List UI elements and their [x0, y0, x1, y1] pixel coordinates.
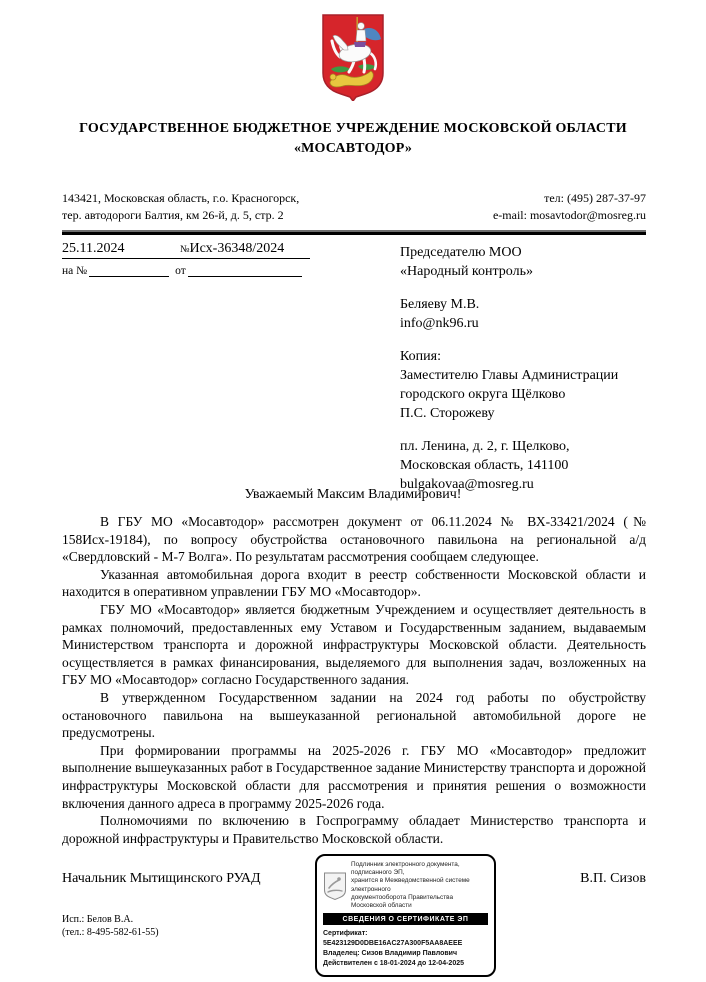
from-label: от	[175, 265, 186, 277]
recipient-person: Беляеву М.В. info@nk96.ru	[400, 295, 660, 333]
org-title-line2: «МОСАВТОДОР»	[293, 141, 413, 156]
signer-position: Начальник Мытищинского РУАД	[62, 871, 261, 886]
org-email: e-mail: mosavtodor@mosreg.ru	[492, 208, 646, 222]
paragraph: При формировании программы на 2025-2026 г. ГБУ МО «Мосавтодор» предложит выполнение вышеуказанных работ в Государственное задание Министерству транспорта и дорожной инфраструктуры Московской области для рассмотрения и принятия решения о возможности включения данного адреса в программу 2025-2026 года.	[62, 742, 646, 811]
certificate-validity: Действителен с 18-01-2024 до 12-04-2025	[323, 960, 464, 968]
executor-phone: (тел.: 8-495-582-61-55)	[62, 926, 159, 938]
reference-block	[62, 241, 362, 277]
in-reply-number-blank	[89, 264, 169, 277]
org-phone-email	[493, 190, 646, 224]
org-postal-address: 143421, Московская область, г.о. Красногорск, тер. автодороги Балтия, км 26-й, д. 5, стр. 2	[62, 191, 300, 222]
stamp-header-text: Подлинник электронного документа, подписанного ЭП, хранится в Межведомственной системе электронного документооборота Правительства Московской области	[351, 861, 470, 910]
paragraph: В ГБУ МО «Мосавтодор» рассмотрен документ от 06.11.2024 № ВХ-33421/2024 (№ 158Исх-19184), по вопросу обустройства остановочного павильона на региональной а/д «Свердловский - М-7 Волга». По результатам рассмотрения сообщаем следующее.	[62, 514, 646, 565]
org-phone: тел: (495) 287-37-97	[544, 191, 646, 205]
in-reply-label: на №	[62, 265, 88, 277]
letter-date: 25.11.2024	[62, 241, 180, 259]
header-divider	[62, 230, 646, 235]
paragraph: Указанная автомобильная дорога входит в реестр собственности Московской области и находится в оперативном управлении ГБУ МО «Мосавтодор».	[62, 566, 646, 600]
certificate-number: Сертификат: 5E423129D0DBE16AC27A300F5AA8AEEE	[323, 930, 463, 948]
paragraph: Полномочиями по включению в Госпрограмму обладает Министерство транспорта и дорожной инфраструктуры и Правительство Московской области.	[62, 813, 646, 846]
org-title-line1: ГОСУДАРСТВЕННОЕ БЮДЖЕТНОЕ УЧРЕЖДЕНИЕ МОСКОВСКОЙ ОБЛАСТИ	[79, 121, 627, 136]
paragraph: В утвержденном Государственном задании на 2024 год работы по обустройству остановочного павильона на вышеуказанной региональной автомобильной дороге не предусмотрены.	[62, 689, 646, 741]
paragraph: ГБУ МО «Мосавтодор» является бюджетным Учреждением и осуществляет деятельность в рамках полномочий, предоставленных ему Уставом и Государственным заданием, выдаваемым Министерством транспорта и дорожной инфраструктуры Московской области. Деятельность осуществляется в рамках финансирования, выделяемого для выполнения задач, возложенных на ГБУ МО «Мосавтодор» согласно Государственного задания.	[62, 601, 646, 688]
stamp-banner: СВЕДЕНИЯ О СЕРТИФИКАТЕ ЭП	[323, 913, 488, 925]
stamp-certificate-info	[323, 929, 488, 969]
copy-email: bulgakovaa@mosreg.ru	[400, 477, 534, 492]
org-contacts	[62, 190, 646, 224]
from-date-blank	[188, 264, 302, 277]
executor-info	[62, 914, 159, 939]
recipient-copy-address: пл. Ленина, д. 2, г. Щелково, Московская область, 141100 bulgakovaa@mosreg.ru	[400, 437, 660, 494]
letter-body	[62, 513, 646, 847]
moscow-oblast-coat-of-arms-icon	[320, 13, 386, 101]
recipient-copy: Копия: Заместителю Главы Администрации городского округа Щёлково П.С. Сторожеву	[400, 349, 619, 421]
executor-name: Исп.: Белов В.А.	[62, 914, 134, 925]
org-title	[0, 119, 706, 159]
signer-name: В.П. Сизов	[580, 871, 646, 886]
stamp-coat-of-arms-icon	[323, 872, 347, 900]
recipient-email: info@nk96.ru	[400, 316, 479, 331]
letter-number: №Исх-36348/2024	[180, 241, 310, 259]
number-sign: №	[180, 244, 190, 255]
salutation: Уважаемый Максим Владимирович!	[244, 487, 462, 502]
recipient-block	[400, 243, 660, 508]
digital-signature-stamp	[315, 854, 496, 977]
certificate-owner: Владелец: Сизов Владимир Павлович	[323, 950, 458, 958]
recipient-org: Председателю МОО «Народный контроль»	[400, 245, 533, 279]
